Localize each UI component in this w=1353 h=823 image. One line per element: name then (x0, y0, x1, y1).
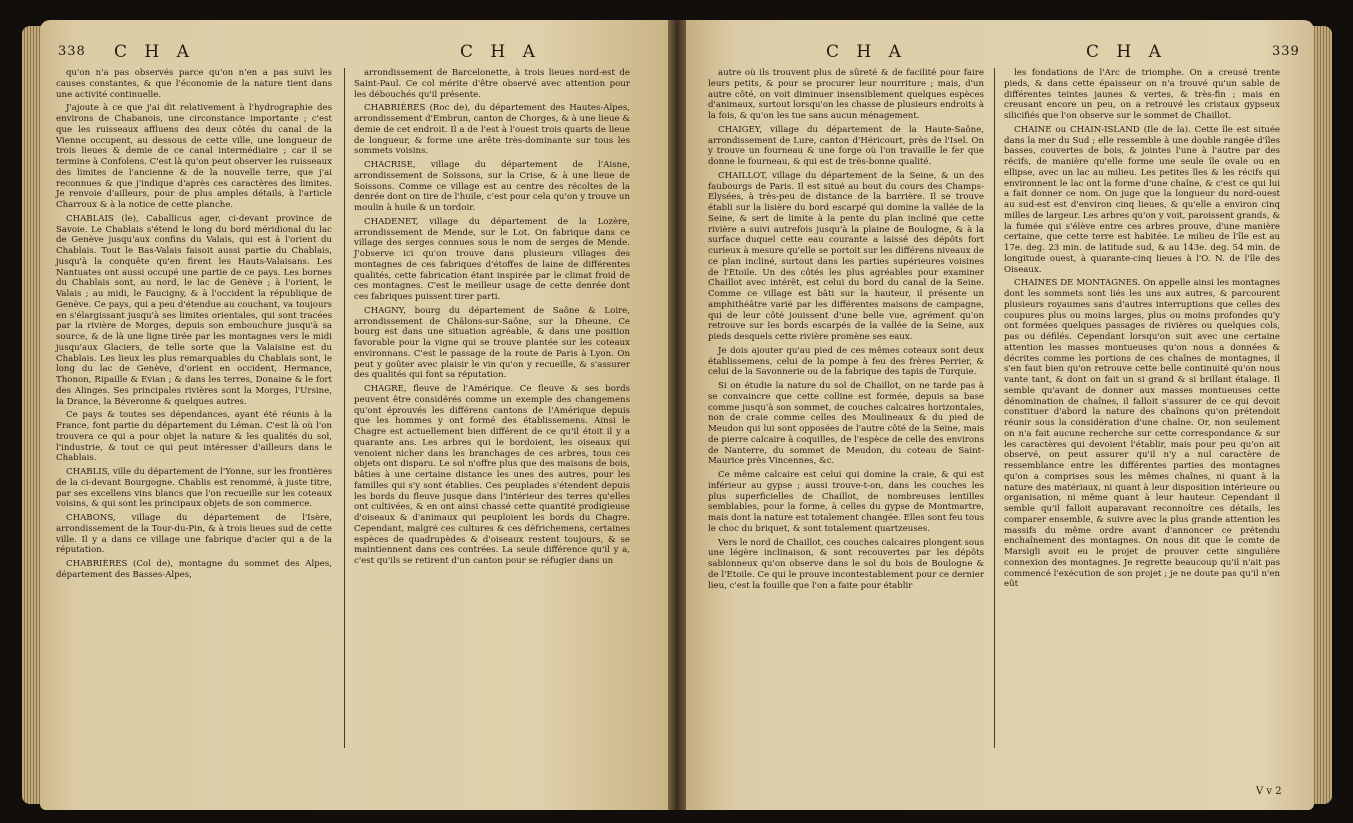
paragraph: autre où ils trouvent plus de sûreté & de facilité pour faire leurs petits, & pour se procurer leur nourriture ; mais, d'un autre côté, on voit diminuer insensiblement quelques espèces d'animaux, surtout lorsqu'on les chasse de plusieurs endroits à la fois, & qu'on les tue sans aucun ménagement. (708, 68, 984, 121)
text-column-2 (354, 68, 630, 570)
paragraph: CHABLIS, ville du département de l'Yonne, sur les frontières de la ci-devant Bourgogne. Chablis est renommé, à juste titre, par ses excellens vins blancs que l'on recueille sur les coteaux voisins, & qui sont les principaux objets de son commerce. (56, 467, 332, 510)
column-rule (344, 68, 345, 748)
paragraph: CHABONS, village du département de l'Isère, arrondissement de la Tour-du-Pin, & à trois lieues sud de cette ville. Il y a dans ce village une fabrique d'acier qui a de la réputation. (56, 513, 332, 556)
signature-mark: V v 2 (1256, 786, 1282, 797)
paragraph: CHAGRE, fleuve de l'Amérique. Ce fleuve & ses bords peuvent être considérés comme un exemple des changemens qu'ont éprouvés les différens cantons de l'Amérique depuis que les hommes y ont formé des établissemens. Ainsi le Chagre est actuellement bien différent de ce qu'il étoit il y a quarante ans. Les arbres qui le bordoient, les oiseaux qui venoient nicher dans les branchages de ces arbres, tous ces objets ont disparu. Le sol n'offre plus que des maisons de bois, bâties à une certaine distance les unes des autres, pour les familles qui s'y sont établies. Ces peuplades s'étendent depuis les bords du fleuve jusque dans l'intérieur des terres qu'elles ont cultivées, & en ont ainsi chassé cette quantité prodigieuse d'oiseaux & d'animaux qui peuploient les bords du Chagre. Cependant, malgré ces cultures & ces défrichemens, certaines espèces de quadrupèdes & d'oiseaux restent toujours, & se maintiennent dans ces contrées. La seule différence qu'il y a, c'est qu'ils se retirent d'un canton pour se réfugier dans un (354, 384, 630, 566)
paragraph: Ce pays & toutes ses dépendances, ayant été réunis à la France, font partie du département du Léman. C'est là où l'on trouvera ce qui a pour objet la nature & les qualités du sol, l'industrie, & tout ce qui peut intéresser d'ailleurs dans le Chablais. (56, 410, 332, 464)
paragraph: Je dois ajouter qu'au pied de ces mêmes coteaux sont deux établissemens, celui de la pompe à feu des frères Perrier, & celui de la Savonnerie ou de la fabrique des tapis de Turquie. (708, 345, 984, 378)
text-column-1 (708, 68, 984, 594)
page-edges-left (22, 26, 42, 804)
paragraph: CHAGNY, bourg du département de Saône & Loire, arrondissement de Châlons-sur-Saône, sur la Dheune. Ce bourg est dans une situation agréable, & dans une position favorable pour la vigne qui se trouve plantée sur les coteaux environnans. C'est le passage de la route de Paris à Lyon. On peut y goûter avec plaisir le vin qu'on y recueille, & s'assurer des qualités qui font sa réputation. (354, 305, 630, 381)
running-head-left: C H A (114, 42, 195, 62)
paragraph: CHACRISE, village du département de l'Aisne, arrondissement de Soissons, sur la Crise, & à une lieue de Soissons. Comme ce village est au centre des récoltes de la denrée dont on tire de l'huile, c'est pour cela qu'on y trouve un moulin à huile & un tordoir. (354, 160, 630, 213)
running-head-right: C H A (460, 42, 541, 62)
left-page (40, 20, 668, 810)
column-rule (994, 68, 995, 748)
paragraph: CHADENET, village du département de la Lozère, arrondissement de Mende, sur le Lot. On fabrique dans ce village des serges connues sous le nom de serges de Mende. J'observe ici qu'on trouve dans plusieurs villages des montagnes de ces fabriques d'étoffes de laine de différentes qualités, cette fabrication étant inspirée par le climat froid de ces montagnes. C'est le meilleur usage de cette denrée dont ces fabriques puissent tirer parti. (354, 216, 630, 302)
right-page (686, 20, 1314, 810)
paragraph: Ce même calcaire est celui qui domine la craie, & qui est inférieur au gypse ; aussi trouve-t-on, dans les couches les plus superficielles de Chaillot, de nombreuses lentilles semblables, pour la forme, à celles du gypse de Montmartre, mais dont la nature est totalement changée. Elles sont feu tous le choc du briquet, & sont totalement quartzeuses. (708, 470, 984, 534)
paragraph: CHABRIÈRES (Roc de), du département des Hautes-Alpes, arrondissement d'Embrun, canton de Chorges, & à une lieue & demie de cet endroit. Il a de l'est à l'ouest trois quarts de lieue de longueur, & forme une arête très-dominante sur tous les sommets voisins. (354, 103, 630, 157)
book-gutter (668, 20, 686, 810)
paragraph: les fondations de l'Arc de triomphe. On a creusé trente pieds, & dans cette épaisseur on n'a trouvé qu'un sable de différentes teintes jaunes & vertes, & très-fin ; mais en creusant encore un peu, on a retrouvé les cristaux gypseux silicifiés que l'on observe sur le sommet de Chaillot. (1004, 68, 1280, 121)
paragraph: J'ajoute à ce que j'ai dit relativement à l'hydrographie des environs de Chabanois, une circonstance importante ; c'est que les ruisseaux affluens des deux côtés du canal de la Vienne occupent, au dessous de cette ville, une longueur de trois lieues & demie de ce canal intermédiaire ; car il se termine à Confolens. C'est là qu'on peut observer les ruisseaux des limites de l'ancienne & de la nouvelle terre, que j'ai reconnues & que j'indique d'après ces caractères des limites. Je renvoie d'ailleurs, pour de plus amples détails, à l'article Charroux & à la notice de cette planche. (56, 103, 332, 210)
paragraph: CHABRIÈRES (Col de), montagne du sommet des Alpes, département des Basses-Alpes, (56, 559, 332, 580)
paragraph: CHAIGEY, village du département de la Haute-Saône, arrondissement de Lure, canton d'Héricourt, près de l'Isel. On y trouve un fourneau & une forge où l'on travaille le fer que donne le fourneau, & qui est de très-bonne qualité. (708, 124, 984, 167)
page-edges-right (1312, 26, 1332, 804)
text-column-2 (1004, 68, 1280, 593)
paragraph: arrondissement de Barcelonette, à trois lieues nord-est de Saint-Paul. Ce col mérite d'être observé avec attention pour les débouchés qu'il présente. (354, 68, 630, 100)
paragraph: CHABLAIS (le), Caballicus ager, ci-devant province de Savoie. Le Chablais s'étend le long du bord méridional du lac de Genève jusqu'aux confins du Valais, qui est à l'orient du Chablais. Tout le Bas-Valais faisoit aussi partie du Chablais, jusqu'à la conquête qu'en firent les Hauts-Valaisans. Les Nantuates ont aussi occupé une partie de ce pays. Les bornes du Chablais sont, au nord, le lac de Genève ; à l'orient, le Valais ; au midi, le Faucigny, & à l'occident la république de Genève. Ce pays, qui a peu d'étendue au couchant, va toujours en s'élargissant jusqu'à ses limites orientales, qui sont tracées par la rivière de Morges, depuis son embouchure jusqu'à sa source, & de là une ligne tirée par les montagnes vers le midi jusqu'aux Glaciers, de telle sorte que la Valaisine est du Chablais. Les lieux les plus remarquables du Chablais sont, le long du lac de Genève, d'orient en occident, Hermance, Thonon, Ripaille & Evian ; & dans les terres, Donaine & le fort des Alinges. Ses principales rivières sont la Morges, l'Ursine, la Drance, la Béveronne & quelques autres. (56, 213, 332, 407)
running-head-right: C H A (1086, 42, 1167, 62)
paragraph: qu'on n'a pas observés parce qu'on n'en a pas suivi les causes constantes, & que l'économie de la nature tient dans une activité continuelle. (56, 68, 332, 100)
running-head-left: C H A (826, 42, 907, 62)
page-number: 338 (58, 44, 86, 59)
paragraph: CHAINE ou CHAIN-ISLAND (Ile de la). Cette île est située dans la mer du Sud ; elle ressemble à une double rangée d'îles basses, couvertes de bois, & jointes l'une à l'autre par des récifs, de manière qu'elle forme une seule île ovale ou en ellipse, avec un lac au milieu. Les petites îles & les récifs qui environnent le lac ont la forme d'une chaîne, & c'est ce qui lui a fait donner ce nom. On juge que la longueur du nord-ouest au sud-est est d'environ cinq lieues, & qu'elle a environ cinq milles de largeur. Les arbres qu'on y voit, paroissent grands, & la fumée qui s'élève entre ces arbres prouve, d'une manière certaine, que cette terre est habitée. Le milieu de l'île est au 17e. deg. 23 min. de latitude sud, & au 143e. deg. 54 min. de longitude ouest, à quarante-cinq lieues à l'O. N. de l'île des Oiseaux. (1004, 124, 1280, 275)
paragraph: CHAINES DE MONTAGNES. On appelle ainsi les montagnes dont les sommets sont liés les uns aux autres, & parcourent plusieurs royaumes sans d'autres interruptions que celles des coupures plus ou moins larges, plus ou moins profondes qu'y ont formées quelques passages de rivières ou quelques cols, pas ou défilés. Cependant lorsqu'on suit avec une certaine attention les masses montueuses qu'on nous a données & décrites comme les portions de ces chaînes de montagnes, il s'en faut bien qu'on retrouve cette belle continuité qu'on nous vante tant, & dont on fait un si grand & si brillant étalage. Il semble qu'avant de donner aux masses montueuses cette dénomination de chaînes, il falloit s'assurer de ce qui devoit constituer d'abord la nature des chaînons qu'on prétendoit réunir sous la considération d'une chaîne. Or, non seulement on n'a fait aucune recherche sur cette correspondance & sur les caractères qui devoient l'établir, mais pour peu qu'on ait observé, on peut assurer qu'il n'y a nul caractère de ressemblance entre les différentes parties des montagnes qu'on a comprises sous les mêmes chaînes, ni quant à la nature des matériaux, ni quant à leur disposition intérieure ou organisation, ni même quant à leur hauteur. Cependant il semble qu'il falloit auparavant reconnoître ces détails, les comparer ensemble, & suivre avec la plus grande attention les massifs du même ordre avant d'annoncer ce prétendu enchaînement des montagnes. On nous dit que le comte de Marsigli avoit eu le projet de prouver cette singulière connexion des montagnes. Je regrette beaucoup qu'il n'ait pas commencé l'exécution de son projet ; je ne doute pas qu'il n'en eût (1004, 278, 1280, 590)
paragraph: Si on étudie la nature du sol de Chaillot, on ne tarde pas à se convaincre que cette colline est formée, depuis sa base comme jusqu'à son sommet, de couches calcaires horizontales, non de craie comme celles des Moulineaux & du pied de Meudon qui lui sont opposées de l'autre côté de la Seine, mais de pierre calcaire à coquilles, de l'espèce de celle des environs de Nanterre, du sommet de Meudon, du coteau de Saint-Maurice près Vincennes, &c. (708, 381, 984, 467)
paragraph: CHAILLOT, village du département de la Seine, & un des faubourgs de Paris. Il est situé au bout du cours des Champs-Elysées, à très-peu de distance de la barrière. Il se trouve établi sur la lisière du bord escarpé qui domine la vallée de la Seine, & sert de limite à la pente du plan incliné que cette rivière a suivi autrefois jusqu'à la plaine de Boulogne, & à la surface duquel cette eau courante a laissé des dépôts fort curieux à mesure qu'elle se portoit sur les différens niveaux de ce plan incliné, surtout dans les parties supérieures voisines de l'Etoile. Un des côtés les plus agréables pour examiner Chaillot avec intérêt, est celui du bord du canal de la Seine. Comme ce village est bâti sur la hauteur, il présente un amphithéâtre varié par les différentes maisons de campagne, qui de leur côté jouissent d'une belle vue, agrément qu'on retrouve sur les bords escarpés de la vallée de la Seine, aux pieds desquels cette rivière promène ses eaux. (708, 170, 984, 342)
text-column-1 (56, 68, 332, 584)
paragraph: Vers le nord de Chaillot, ces couches calcaires plongent sous une légère inclinaison, & sont recouvertes par les dépôts sablonneux qu'on observe dans le sol du bois de Boulogne & de l'Etoile. Ce qui le prouve incontestablement pour ce dernier lieu, c'est la fouille que l'on a faite pour établir (708, 537, 984, 591)
page-number: 339 (1272, 44, 1300, 59)
